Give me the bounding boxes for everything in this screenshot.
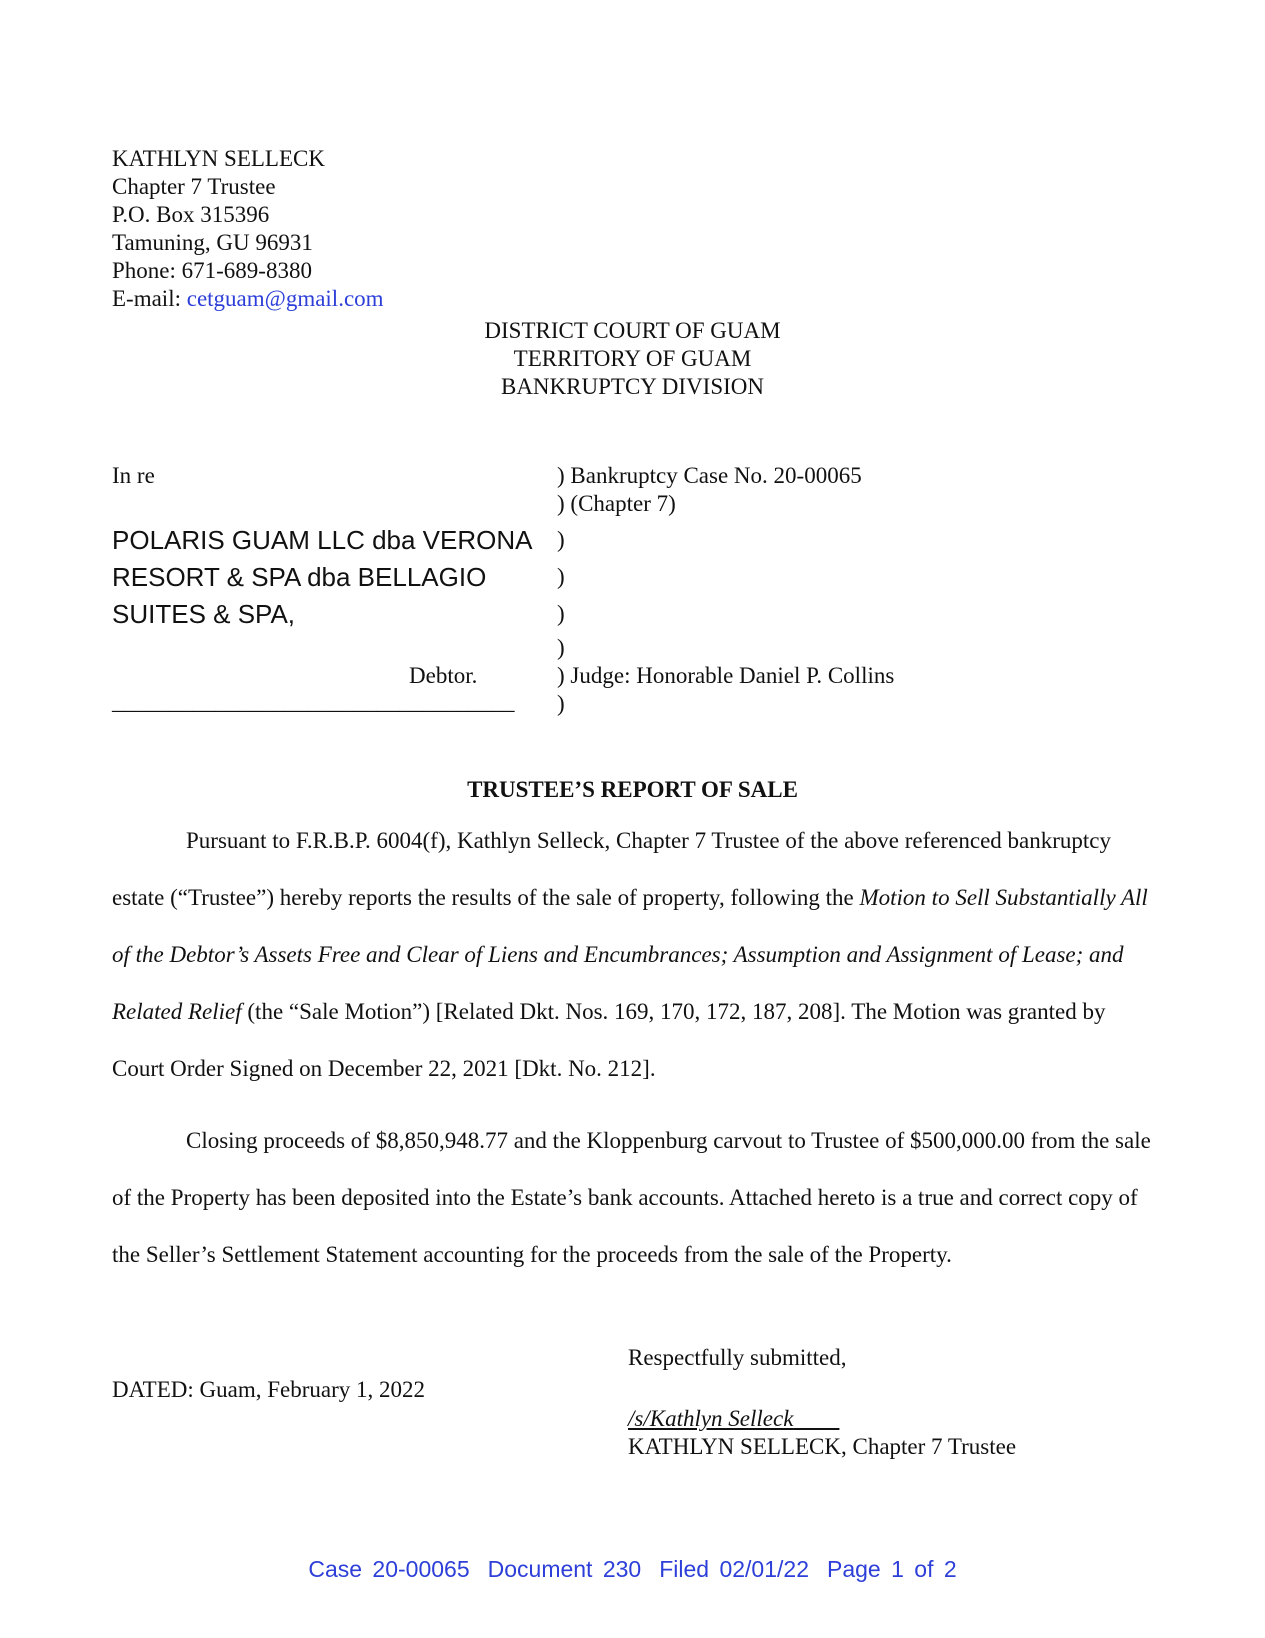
- signature-row: [628, 1405, 839, 1433]
- attorney-po-box: P.O. Box 315396: [112, 202, 270, 227]
- electronic-signature: /s/Kathlyn Selleck: [628, 1406, 794, 1431]
- caption-paren: ): [557, 527, 565, 552]
- caption-paren: ): [557, 691, 565, 716]
- attorney-role: Chapter 7 Trustee: [112, 174, 276, 199]
- debtor-name-line-1: POLARIS GUAM LLC dba VERONA: [112, 525, 533, 555]
- signature-underline-pad: [793, 1406, 839, 1431]
- caption-paren: ): [557, 564, 565, 589]
- dated-line: DATED: Guam, February 1, 2022: [112, 1377, 426, 1402]
- footer-filed: Filed 02/01/22: [659, 1556, 809, 1582]
- court-division: BANKRUPTCY DIVISION: [500, 374, 765, 399]
- attorney-block: [112, 145, 384, 313]
- attorney-email-link[interactable]: cetguam@gmail.com: [186, 286, 384, 311]
- paragraph-2-text: Closing proceeds of $8,850,948.77 and the Kloppenburg carvout to Trustee of $500,000.00 from the sale of the Property has been deposited into the Estate’s bank accounts. Attached hereto is a true and correct copy of the Seller’s Settlement Statement accounting for the proceeds from the sale of the Property.: [112, 1128, 1151, 1267]
- debtor-name-line-3: SUITES & SPA,: [112, 599, 296, 629]
- court-name: DISTRICT COURT OF GUAM: [484, 318, 781, 343]
- case-number: ) Bankruptcy Case No. 20-00065: [557, 463, 862, 488]
- paragraph-1: [112, 812, 1152, 1097]
- caption-signature-line: ___________________________________: [112, 689, 515, 714]
- court-heading: [0, 317, 1265, 401]
- attorney-email-label: E-mail:: [112, 286, 187, 311]
- attorney-name: KATHLYN SELLECK: [112, 146, 325, 171]
- footer-case: Case 20-00065: [308, 1556, 470, 1582]
- footer-document: Document 230: [487, 1556, 642, 1582]
- caption-paren: ): [557, 601, 565, 626]
- signer-name: KATHLYN SELLECK, Chapter 7 Trustee: [628, 1434, 1017, 1459]
- footer-page: Page 1 of 2: [827, 1556, 957, 1582]
- attorney-phone: Phone: 671-689-8380: [112, 258, 312, 283]
- attorney-city: Tamuning, GU 96931: [112, 230, 313, 255]
- filing-stamp: [0, 1556, 1265, 1583]
- paragraph-1-text-a: Pursuant to F.R.B.P. 6004(f), Kathlyn Selleck, Chapter 7 Trustee of the above referenced bankruptcy estate (“Trustee”) hereby reports the results of the sale of property, following the: [112, 828, 1111, 910]
- attorney-email-row: [112, 285, 384, 313]
- court-territory: TERRITORY OF GUAM: [513, 346, 752, 371]
- debtor-name-line-2: RESORT & SPA dba BELLAGIO: [112, 562, 487, 592]
- paragraph-1-motion-title: Motion to Sell Substantially All of the Debtor’s Assets Free and Clear of Liens and Encumbrances; Assumption and Assignment of Lease; and Related Relief: [112, 885, 1148, 1024]
- debtor-label: Debtor.: [409, 663, 478, 688]
- respectfully-submitted: Respectfully submitted,: [628, 1345, 847, 1370]
- document-title: TRUSTEE’S REPORT OF SALE: [467, 777, 798, 802]
- caption-paren: ): [557, 635, 565, 660]
- judge-line: ) Judge: Honorable Daniel P. Collins: [557, 663, 895, 688]
- caption-in-re: In re: [112, 463, 155, 488]
- case-chapter: ) (Chapter 7): [557, 491, 676, 516]
- paragraph-1-text-b: (the “Sale Motion”) [Related Dkt. Nos. 169, 170, 172, 187, 208]. The Motion was granted by Court Order Signed on December 22, 2021 [Dkt. No. 212].: [112, 999, 1106, 1081]
- paragraph-2: [112, 1112, 1152, 1283]
